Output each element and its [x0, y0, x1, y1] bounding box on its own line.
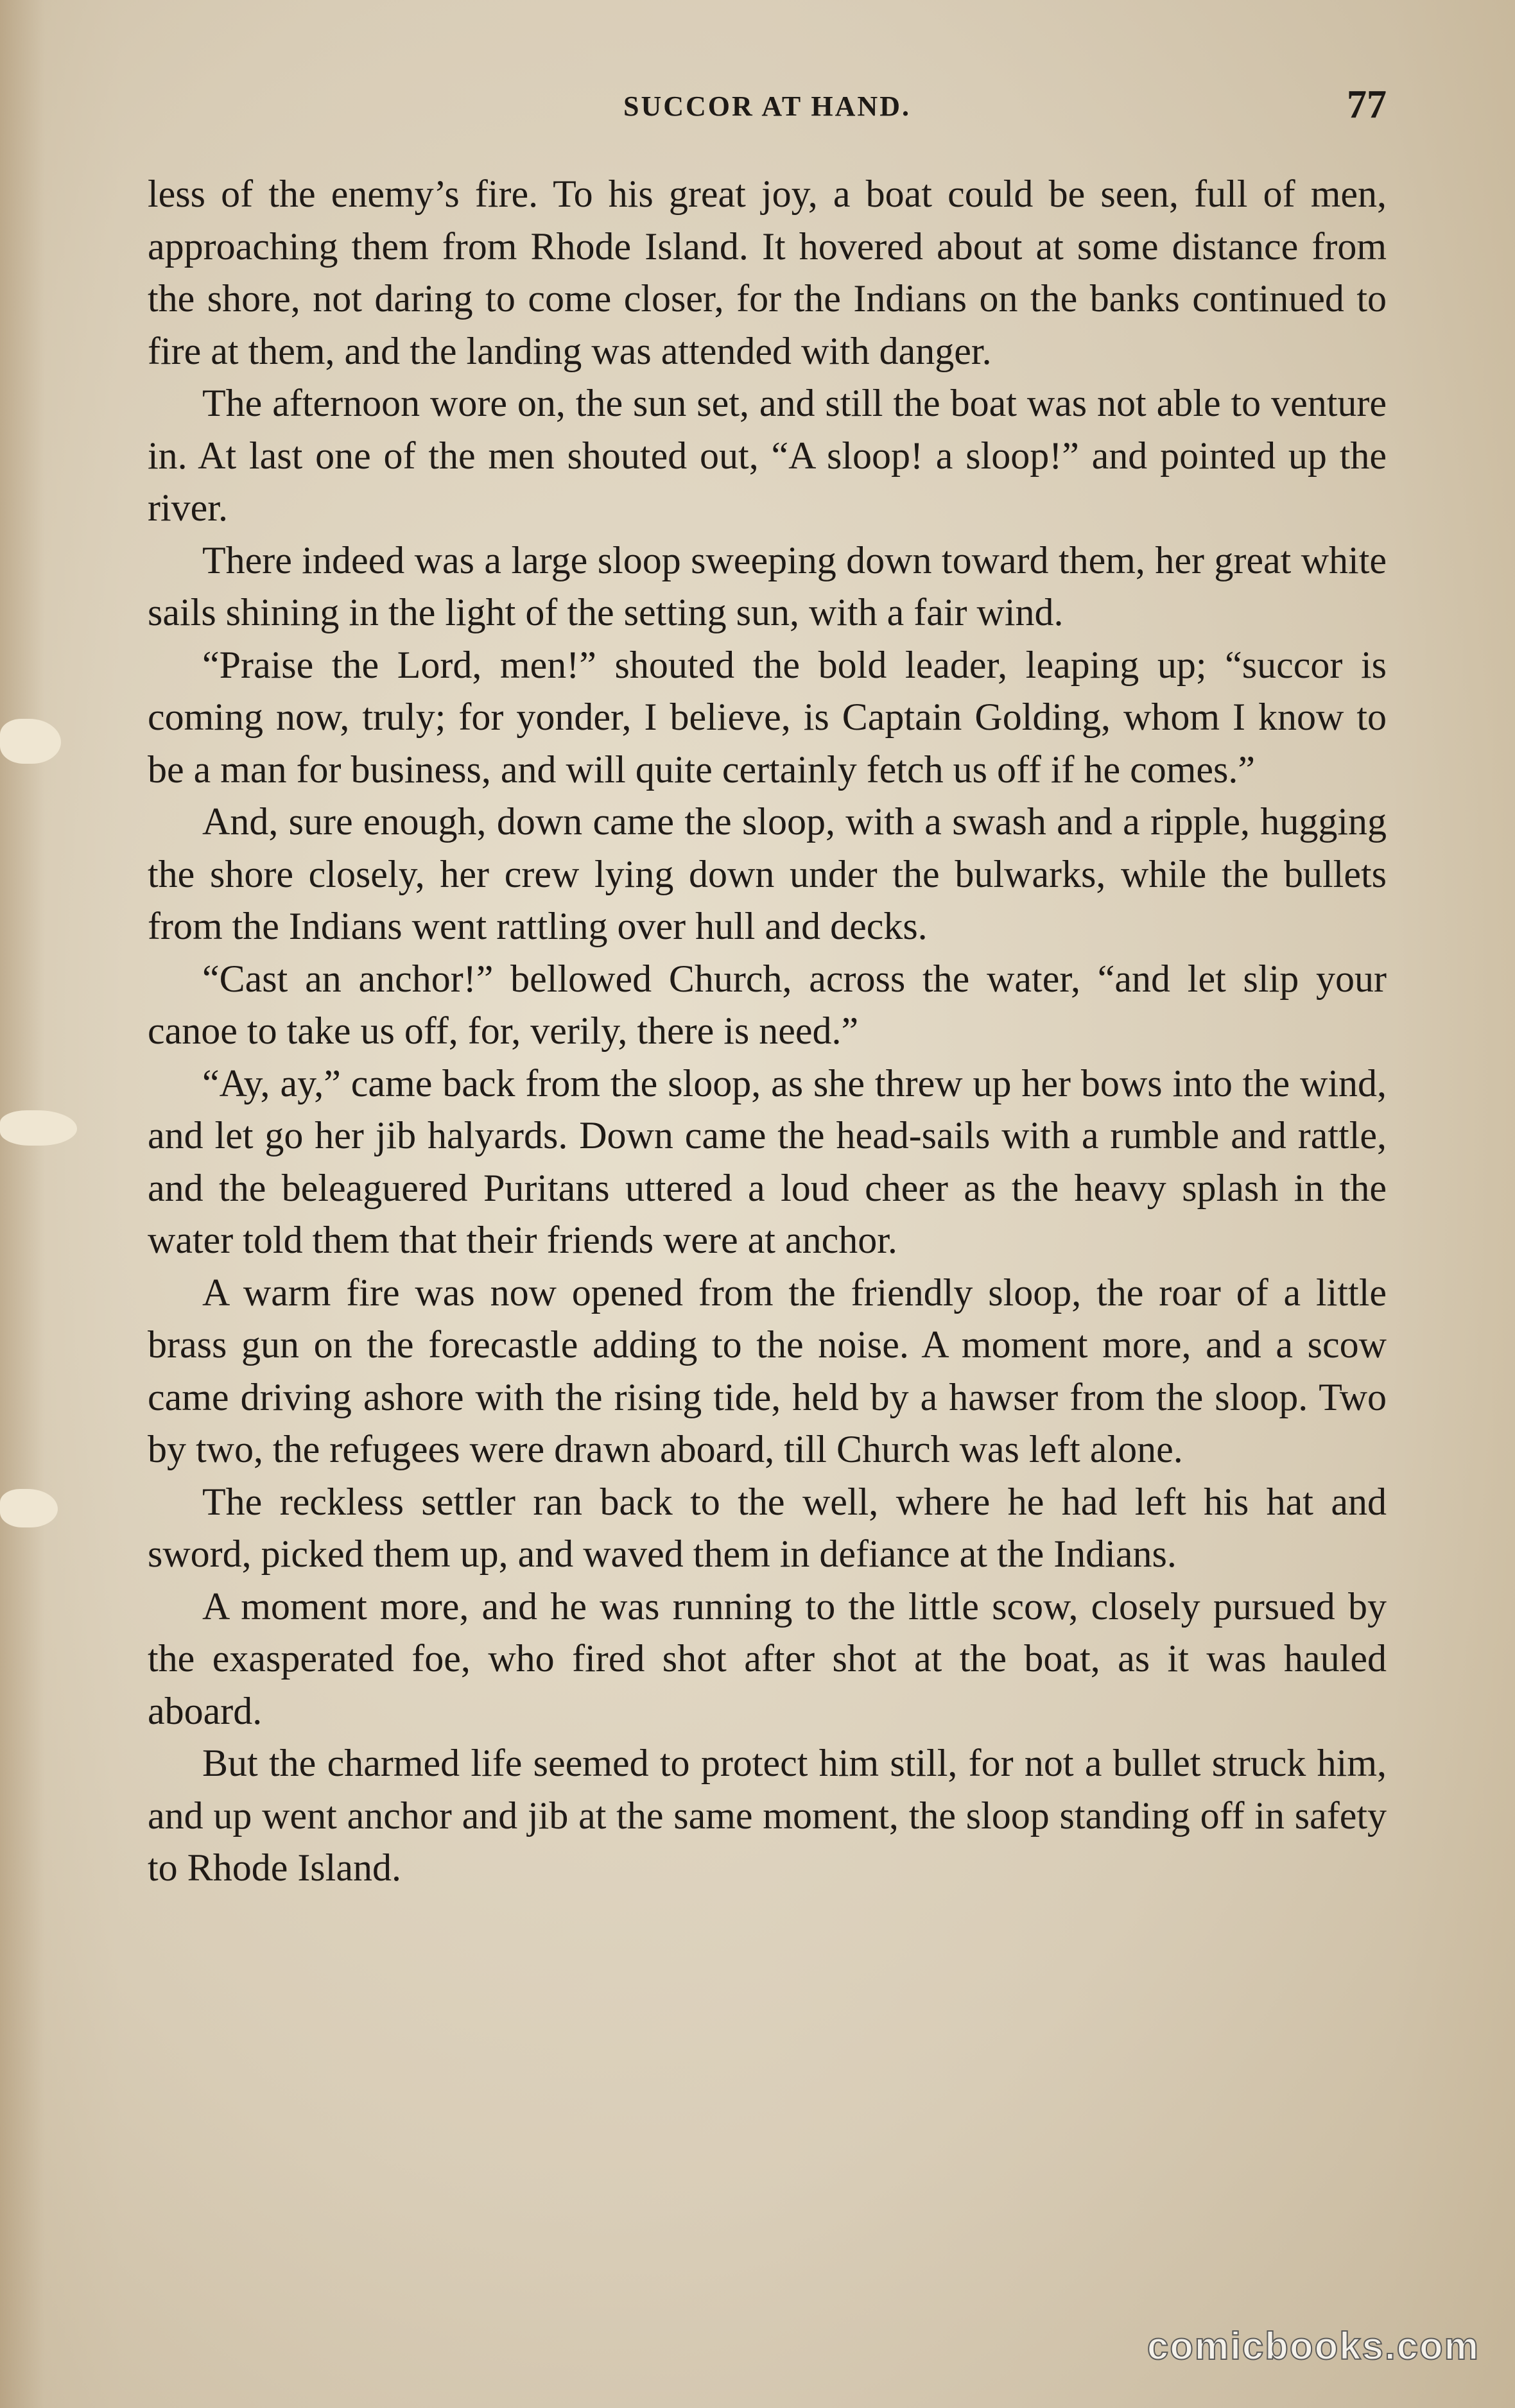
body-text — [148, 168, 1387, 2248]
paragraph: But the charmed life seemed to protect him still, for not a bullet struck him, and up went anchor and jib at the same moment, the sloop standing off in safety to Rhode Island. — [148, 1742, 1387, 1889]
page-number: 77 — [1347, 83, 1387, 126]
paragraph: And, sure enough, down came the sloop, with a swash and a ripple, hugging the shore closely, her crew lying down under the bulwarks, while the bullets from the Indians went rattling over hull and decks. — [148, 800, 1387, 947]
paragraph: A warm fire was now opened from the friendly sloop, the roar of a little brass gun on the forecastle adding to the noise. A moment more, and a scow came driving ashore with the rising tide, held by a hawser from the sloop. Two by two, the refugees were drawn aboard, till Church was left alone. — [148, 1271, 1387, 1470]
paragraph: less of the enemy’s fire. To his great joy, a boat could be seen, full of men, approaching them from Rhode Island. It hovered about at some distance from the shore, not daring to come closer, for the Indians on the banks continued to fire at them, and the landing was attended with danger. — [148, 173, 1387, 372]
page-edge-tear — [0, 1110, 77, 1146]
paragraph: “Cast an anchor!” bellowed Church, across the water, “and let slip your canoe to take us off, for, verily, there is need.” — [148, 957, 1387, 1052]
page-edge-tear — [0, 719, 61, 764]
page-header — [148, 82, 1387, 133]
paragraph: The afternoon wore on, the sun set, and still the boat was not able to venture in. At last one of the men shouted out, “A sloop! a sloop!” and pointed up the river. — [148, 382, 1387, 529]
paragraph: “Ay, ay,” came back from the sloop, as she threw up her bows into the wind, and let go her jib halyards. Down came the head-sails with a rumble and rattle, and the beleaguered Puritans uttered a loud cheer as the heavy splash in the water told them that their friends were at anchor. — [148, 1062, 1387, 1261]
page-edge-tear — [0, 1489, 58, 1527]
paragraph: “Praise the Lord, men!” shouted the bold leader, leaping up; “succor is coming now, truly; for yonder, I believe, is Captain Golding, whom I know to be a man for business, and will quite certainly fetch us off if he comes.” — [148, 643, 1387, 791]
page-edge-shadow — [0, 0, 45, 2408]
paragraph: A moment more, and he was running to the little scow, closely pursued by the exasperated foe, who fired shot after shot at the boat, as it was hauled aboard. — [148, 1585, 1387, 1732]
paragraph: The reckless settler ran back to the well, where he had left his hat and sword, picked them up, and waved them in defiance at the Indians. — [148, 1480, 1387, 1575]
running-head: SUCCOR AT HAND. — [623, 90, 911, 122]
paragraph: There indeed was a large sloop sweeping down toward them, her great white sails shining in the light of the setting sun, with a fair wind. — [148, 538, 1387, 633]
site-watermark: comicbooks.com — [1147, 2325, 1480, 2368]
